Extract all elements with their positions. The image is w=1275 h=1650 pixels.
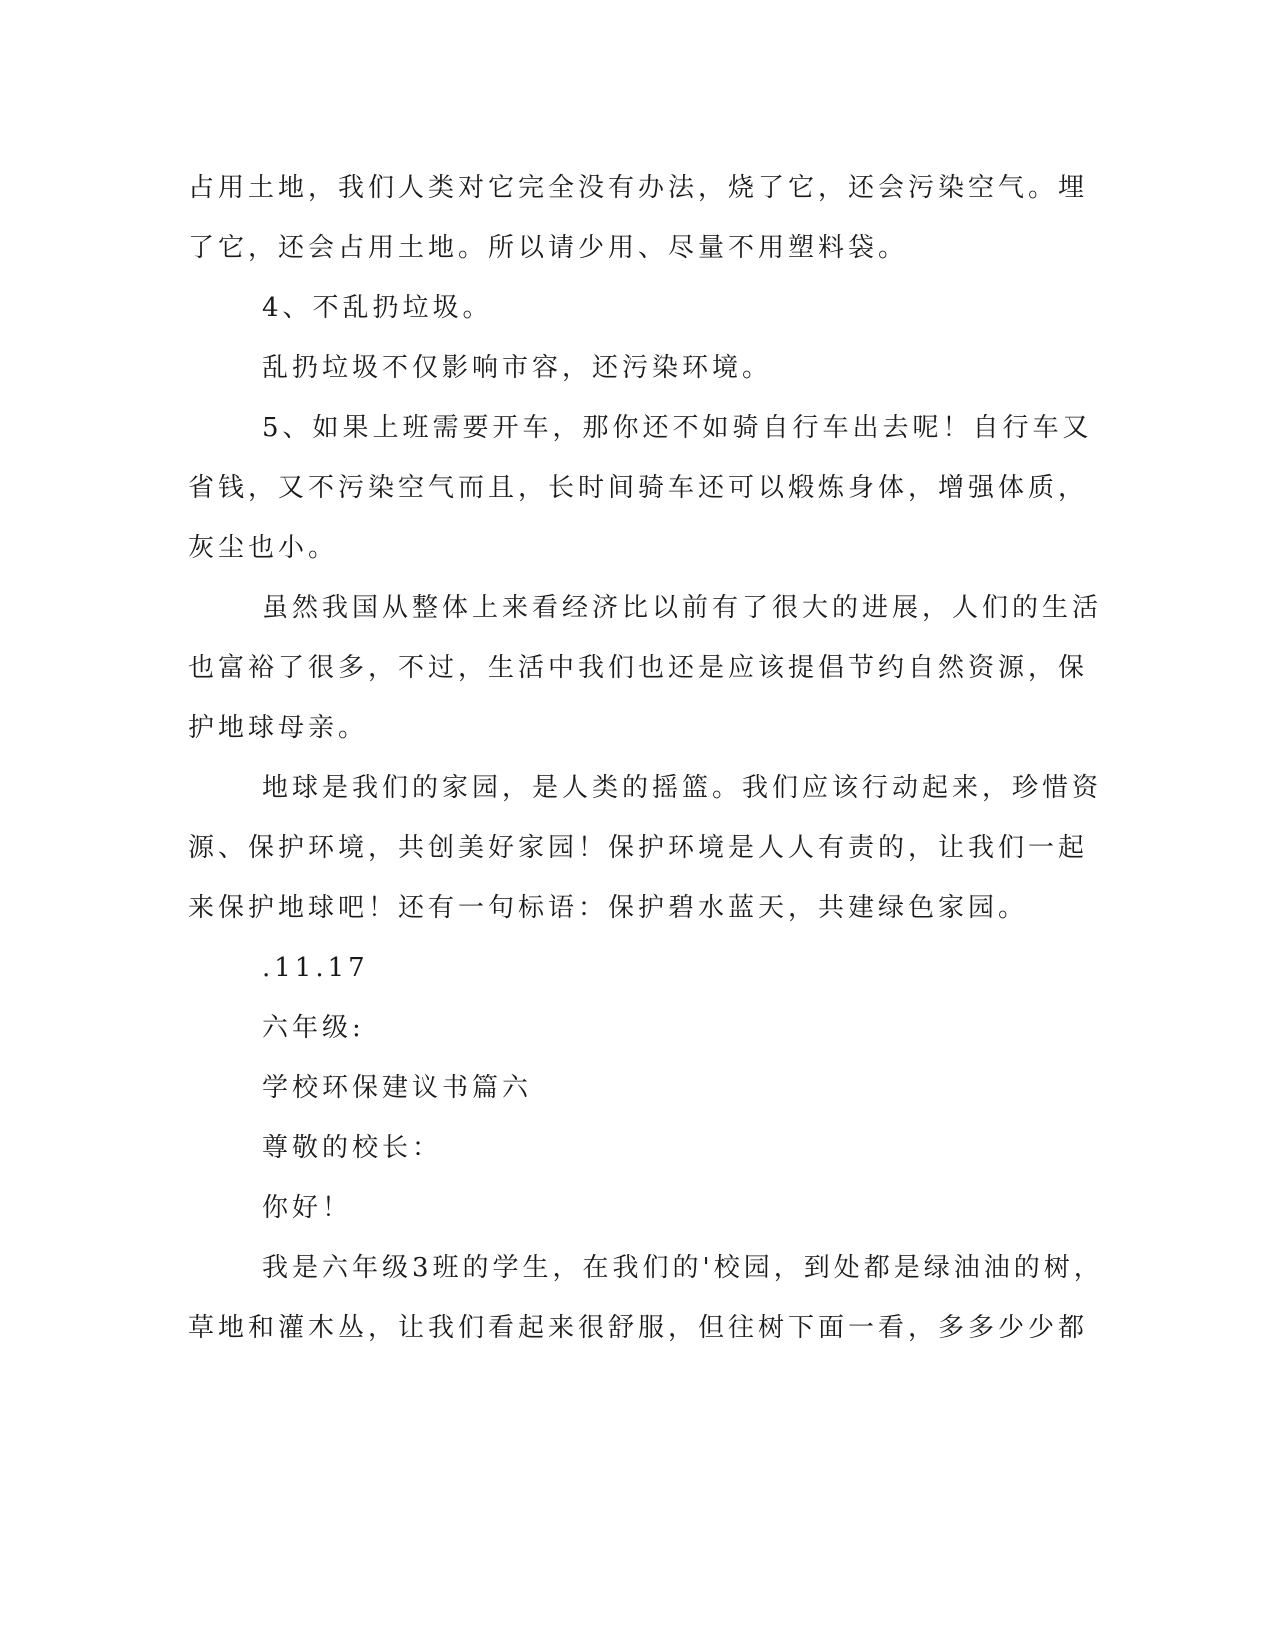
text-line: 4、不乱扔垃圾。 — [262, 293, 493, 323]
text-line: 占用土地，我们人类对它完全没有办法，烧了它，还会污染空气。埋 — [188, 173, 1089, 203]
text-line: 来保护地球吧！还有一句标语：保护碧水蓝天，共建绿色家园。 — [188, 893, 1029, 923]
document-body — [188, 158, 1104, 1358]
date-line: .11.17 — [262, 953, 369, 983]
text-line: 地球是我们的家园，是人类的摇篮。我们应该行动起来，珍惜资 — [262, 773, 1103, 803]
text-line: 护地球母亲。 — [188, 713, 369, 743]
salutation: 尊敬的校长： — [262, 1133, 443, 1163]
text-line: 5、如果上班需要开车，那你还不如骑自行车出去呢！自行车又 — [262, 413, 1093, 443]
grade-line: 六年级: — [262, 1013, 365, 1043]
text-line: 也富裕了很多，不过，生活中我们也还是应该提倡节约自然资源，保 — [188, 653, 1089, 683]
text-line: 灰尘也小。 — [188, 533, 339, 563]
text-line: 乱扔垃圾不仅影响市容，还污染环境。 — [262, 353, 773, 383]
text-line: 源、保护环境，共创美好家园！保护环境是人人有责的，让我们一起 — [188, 833, 1089, 863]
section-title: 学校环保建议书篇六 — [262, 1073, 533, 1103]
text-line: 省钱，又不污染空气而且，长时间骑车还可以煅炼身体，增强体质， — [188, 473, 1089, 503]
text-line: 虽然我国从整体上来看经济比以前有了很大的进展，人们的生活 — [262, 593, 1103, 623]
greeting: 你好！ — [262, 1193, 353, 1223]
text-line: 了它，还会占用土地。所以请少用、尽量不用塑料袋。 — [188, 233, 909, 263]
text-line: 草地和灌木丛，让我们看起来很舒服，但往树下面一看，多多少少都 — [188, 1313, 1089, 1343]
text-line: 我是六年级3班的学生，在我们的'校园，到处都是绿油油的树， — [262, 1253, 1104, 1283]
